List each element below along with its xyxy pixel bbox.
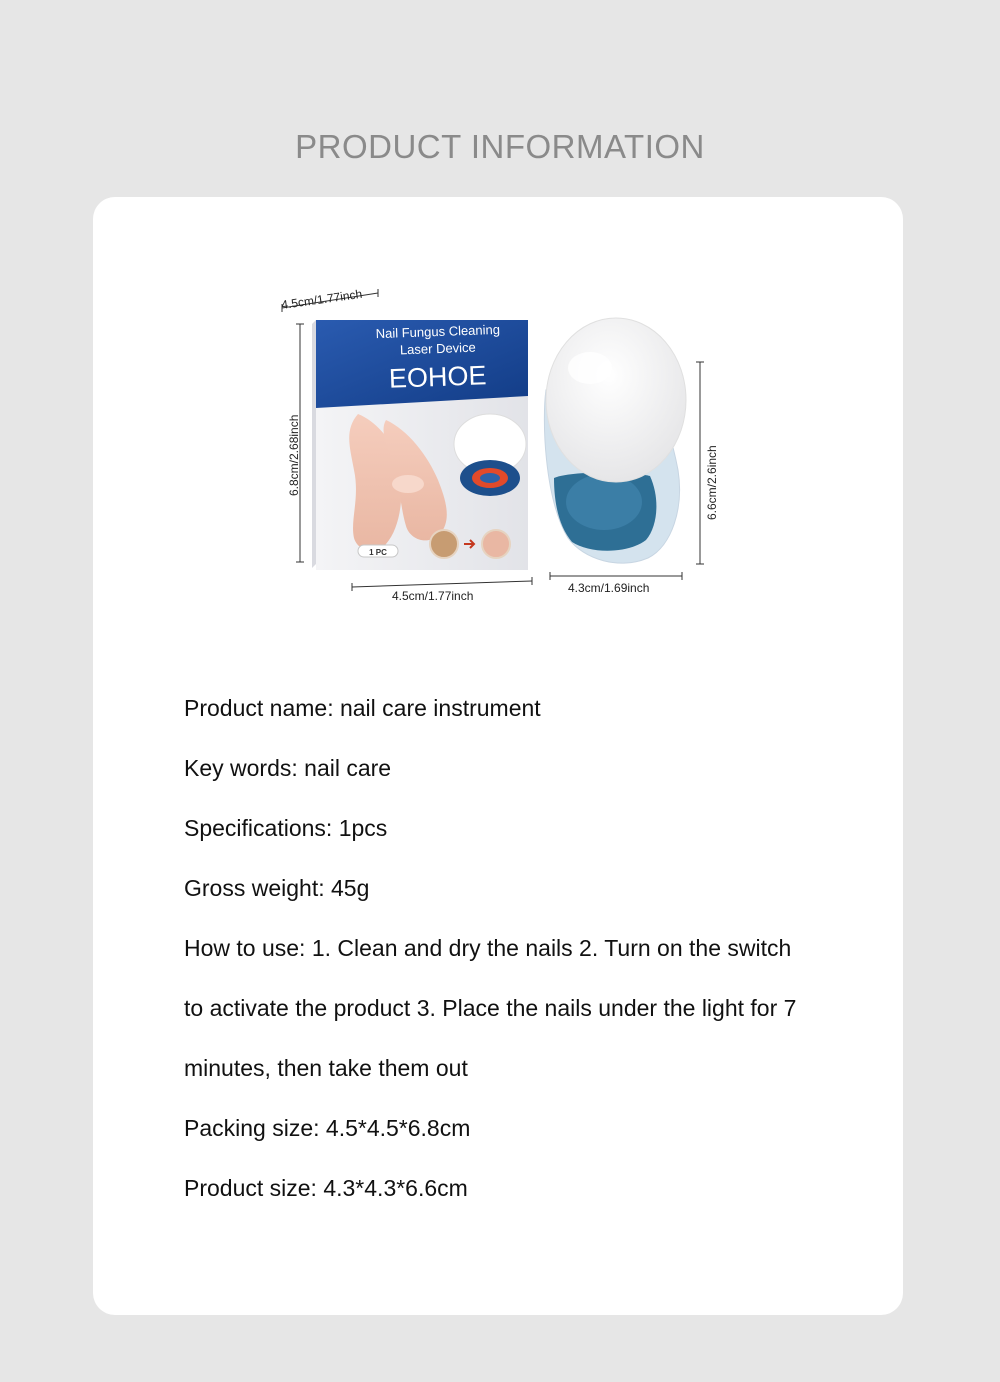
product-illustration	[268, 208, 738, 670]
product-info-list	[184, 678, 864, 1218]
device-height-label: 6.6cm/2.6inch	[705, 445, 719, 520]
box-title-line1: Nail Fungus Cleaning	[375, 321, 501, 342]
packing-size: Packing size: 4.5*4.5*6.8cm	[184, 1115, 471, 1141]
how-to-use-line-3: minutes, then take them out	[184, 1055, 468, 1081]
how-to-use-line-1: How to use: 1. Clean and dry the nails 2. Turn on the switch	[184, 935, 792, 961]
product-size: Product size: 4.3*4.3*6.6cm	[184, 1175, 468, 1201]
nail-before-icon	[430, 530, 458, 558]
device-width-label: 4.3cm/1.69inch	[568, 581, 650, 595]
box-quantity: 1 PC	[369, 548, 387, 557]
page-title: PRODUCT INFORMATION	[295, 128, 705, 165]
box-brand: EOHOE	[388, 360, 487, 394]
laser-device	[544, 318, 686, 563]
box-bottom-width-label: 4.5cm/1.77inch	[392, 589, 474, 603]
box-device-image	[454, 414, 526, 496]
specifications: Specifications: 1pcs	[184, 815, 388, 841]
product-dimension-figure	[268, 208, 738, 670]
how-to-use-line-2: to activate the product 3. Place the nails under the light for 7	[184, 995, 797, 1021]
box-height-label: 6.8cm/2.68inch	[287, 414, 301, 496]
key-words: Key words: nail care	[184, 755, 392, 781]
product-name: Product name: nail care instrument	[184, 695, 541, 721]
gross-weight: Gross weight: 45g	[184, 875, 370, 901]
box-top-width-label: 4.5cm/1.77inch	[280, 286, 364, 312]
box-title-line2: Laser Device	[399, 339, 477, 358]
nail-after-icon	[482, 530, 510, 558]
